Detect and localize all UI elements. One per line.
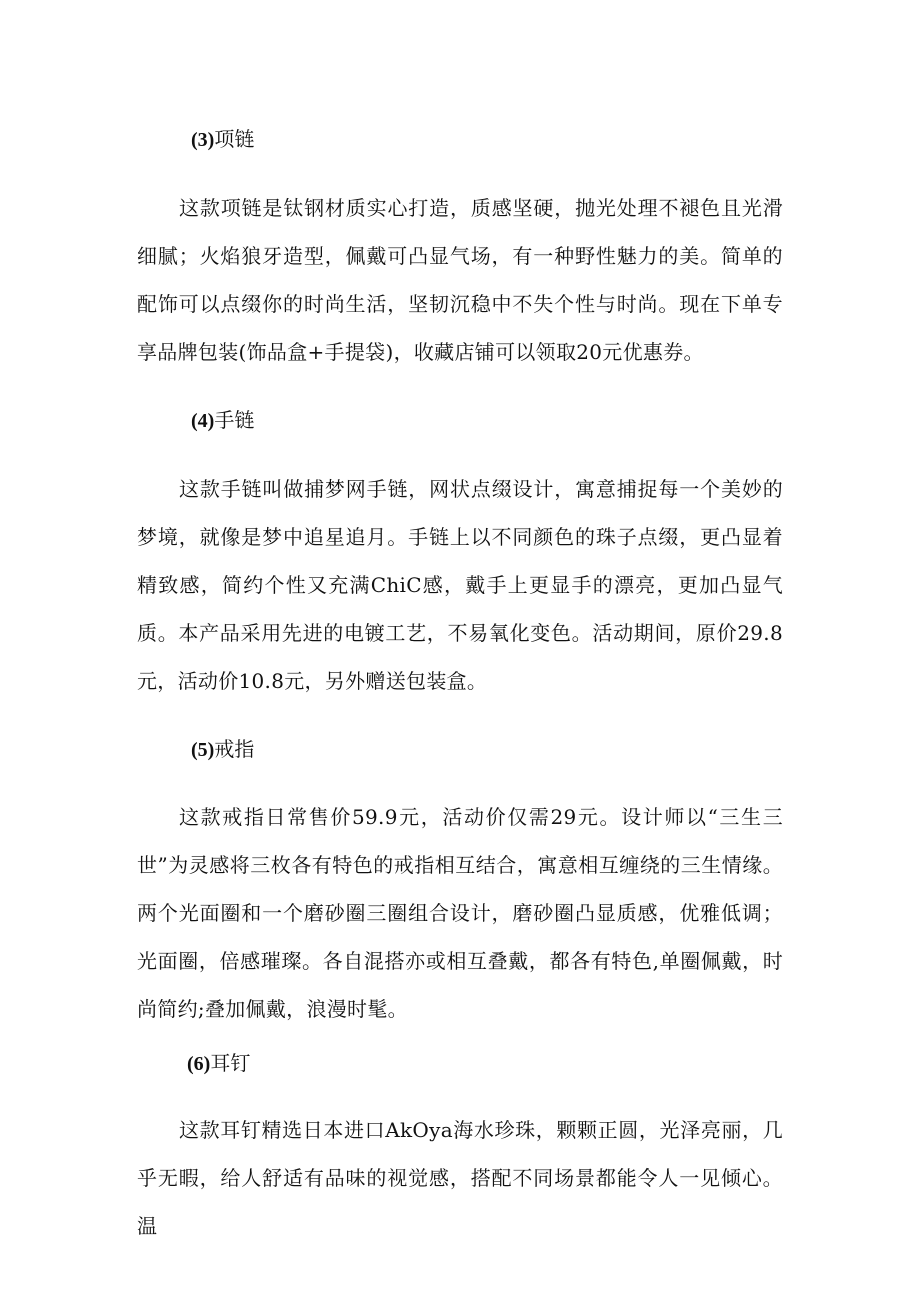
section-title: 耳钉: [210, 1051, 251, 1075]
section-number: (3): [191, 129, 215, 151]
section-title: 项链: [214, 127, 255, 151]
section-heading-bracelet: [191, 407, 254, 434]
section-body-ring: 这款戒指日常售价59.9元，活动价仅需29元。设计师以“三生三世”为灵感将三枚各有特色的戒指相互结合，寓意相互缠绕的三生情缘。两个光面圈和一个磨砂圈三圈组合设计，磨砂圈凸显质感，优雅低调；光面圈，倍感璀璨。各自混搭亦或相互叠戴，都各有特色,单圈佩戴，时尚简约;叠加佩戴，浪漫时髦。: [137, 805, 783, 1021]
section-number: (6): [187, 1053, 211, 1075]
section-title: 手链: [214, 408, 255, 432]
section-body-necklace: 这款项链是钛钢材质实心打造，质感坚硬，抛光处理不褪色且光滑细腻；火焰狼牙造型，佩戴可凸显气场，有一种野性魅力的美。简单的配饰可以点缀你的时尚生活，坚韧沉稳中不失个性与时尚。现在下单专享品牌包装(饰品盒+手提袋)，收藏店铺可以领取20元优惠券。: [137, 196, 783, 364]
section-heading-earrings: [187, 1050, 250, 1077]
section-number: (4): [191, 410, 215, 432]
section-number: (5): [191, 739, 215, 761]
section-title: 戒指: [214, 737, 255, 761]
section-heading-necklace: [191, 126, 254, 153]
section-body-bracelet: 这款手链叫做捕梦网手链，网状点缀设计，寓意捕捉每一个美妙的梦境，就像是梦中追星追月。手链上以不同颜色的珠子点缀，更凸显着精致感，简约个性又充满ChiC感，戴手上更显手的漂亮，更加凸显气质。本产品采用先进的电镀工艺，不易氧化变色。活动期间，原价29.8元，活动价10.8元，另外赠送包装盒。: [137, 477, 783, 693]
section-heading-ring: [191, 736, 254, 763]
section-body-earrings: 这款耳钉精选日本进口AkOya海水珍珠，颗颗正圆，光泽亮丽，几乎无暇，给人舒适有品味的视觉感，搭配不同场景都能令人一见倾心。温: [137, 1118, 783, 1238]
